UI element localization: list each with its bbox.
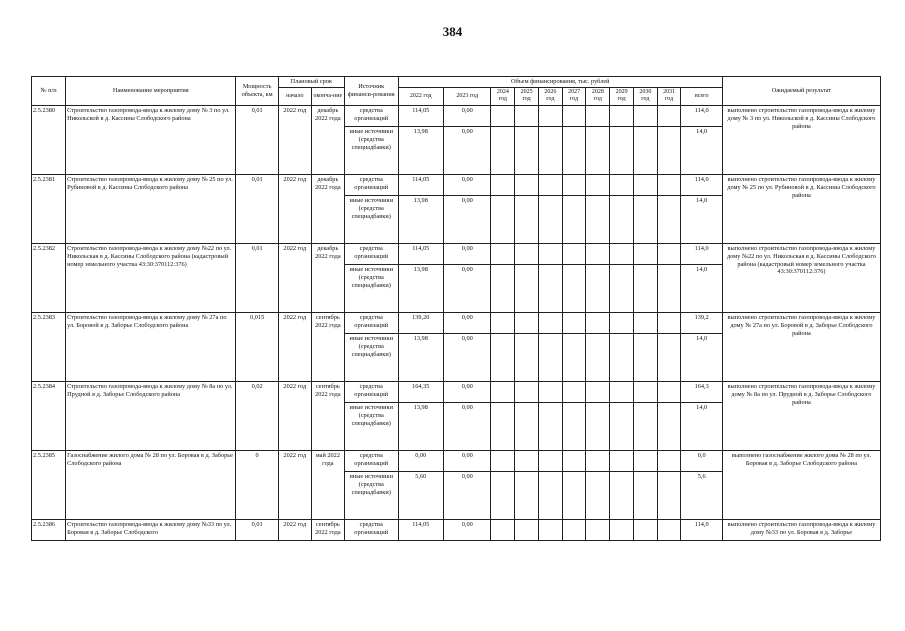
expected-result: выполнено строительство газопровода-ввода к жилому дому №22 по ул. Никольская в д. Кассины Слободского района (кадастровый номер земельного участка 43:30:370112:376) [722,243,880,312]
capacity-cell: 0,02 [236,381,278,450]
empty-year-cell [586,519,610,540]
source-cell: иные источники (средства спецнадбавки) [344,402,398,450]
total-cell: 114,0 [681,105,722,126]
empty-year-cell [586,126,610,174]
table-body [32,105,881,540]
header-financing: Объем финансирования, тыс. рублей [398,77,722,88]
capacity-cell: 0,01 [236,105,278,174]
empty-year-cell [633,174,657,195]
empty-year-cell [491,105,515,126]
term-end-cell: декабрь 2022 года [311,105,344,174]
empty-year-cell [538,105,562,126]
total-cell: 14,0 [681,264,722,312]
row-number: 2.5.2385 [32,450,66,519]
source-cell: средства организаций [344,243,398,264]
source-cell: иные источники (средства спецнадбавки) [344,126,398,174]
header-year: 2028 год [586,87,610,105]
empty-year-cell [491,519,515,540]
term-end-cell: сентябрь 2022 года [311,381,344,450]
empty-year-cell [633,402,657,450]
capacity-cell: 0,015 [236,312,278,381]
empty-year-cell [610,402,634,450]
empty-year-cell [586,402,610,450]
empty-year-cell [515,450,539,471]
measure-name: Строительство газопровода-ввода к жилому дому №33 по ул. Боровая в д. Заборье Слободского [66,519,236,540]
empty-year-cell [633,264,657,312]
empty-year-cell [586,333,610,381]
table-row [32,519,881,540]
total-cell: 114,0 [681,174,722,195]
financing-table [31,76,881,541]
total-cell: 14,0 [681,126,722,174]
empty-year-cell [562,243,586,264]
header-year: всего [681,87,722,105]
empty-year-cell [657,264,681,312]
empty-year-cell [586,195,610,243]
row-number: 2.5.2382 [32,243,66,312]
empty-year-cell [633,519,657,540]
year-2023-cell: 0,00 [443,519,491,540]
year-2023-cell: 0,00 [443,126,491,174]
empty-year-cell [562,174,586,195]
header-year: 2027 год [562,87,586,105]
empty-year-cell [515,243,539,264]
year-2022-cell: 114,05 [398,174,443,195]
empty-year-cell [562,333,586,381]
term-end-cell: декабрь 2022 года [311,243,344,312]
empty-year-cell [562,126,586,174]
table-header [32,77,881,106]
empty-year-cell [562,471,586,519]
table-row [32,381,881,402]
page-number: 384 [442,24,463,39]
empty-year-cell [562,402,586,450]
empty-year-cell [515,174,539,195]
row-number: 2.5.2384 [32,381,66,450]
year-2023-cell: 0,00 [443,195,491,243]
source-cell: иные источники (средства спецнадбавки) [344,471,398,519]
empty-year-cell [538,402,562,450]
header-term: Плановый срок [278,77,344,88]
empty-year-cell [515,333,539,381]
header-term-start: начало [278,87,311,105]
year-2022-cell: 114,05 [398,105,443,126]
table-row [32,105,881,126]
empty-year-cell [538,312,562,333]
empty-year-cell [586,264,610,312]
empty-year-cell [657,450,681,471]
empty-year-cell [515,264,539,312]
row-number: 2.5.2383 [32,312,66,381]
total-cell: 139,2 [681,312,722,333]
empty-year-cell [633,105,657,126]
empty-year-cell [538,174,562,195]
term-start-cell: 2022 год [278,381,311,450]
empty-year-cell [515,519,539,540]
empty-year-cell [610,243,634,264]
empty-year-cell [491,264,515,312]
empty-year-cell [633,312,657,333]
empty-year-cell [562,450,586,471]
empty-year-cell [562,519,586,540]
expected-result: выполнено строительство газопровода-ввода к жилому дому №33 по ул. Боровая в д. Заборье [722,519,880,540]
term-start-cell: 2022 год [278,174,311,243]
empty-year-cell [610,195,634,243]
measure-name: Строительство газопровода-ввода к жилому дому № 27а по ул. Боровой в д. Заборье Слободского района [66,312,236,381]
source-cell: средства организаций [344,519,398,540]
header-term-end: оконча-ние [311,87,344,105]
empty-year-cell [491,243,515,264]
empty-year-cell [657,174,681,195]
table-row [32,450,881,471]
empty-year-cell [515,402,539,450]
term-start-cell: 2022 год [278,105,311,174]
empty-year-cell [515,381,539,402]
empty-year-cell [586,471,610,519]
empty-year-cell [657,195,681,243]
term-end-cell: сентябрь 2022 года [311,312,344,381]
term-end-cell: декабрь 2022 года [311,174,344,243]
total-cell: 0,0 [681,450,722,471]
year-2022-cell: 13,98 [398,402,443,450]
year-2022-cell: 114,05 [398,243,443,264]
year-2023-cell: 0,00 [443,312,491,333]
empty-year-cell [610,333,634,381]
empty-year-cell [657,105,681,126]
empty-year-cell [633,333,657,381]
source-cell: иные источники (средства спецнадбавки) [344,264,398,312]
total-cell: 114,0 [681,519,722,540]
source-cell: средства организаций [344,450,398,471]
header-year: 2022 год [398,87,443,105]
year-2022-cell: 13,98 [398,333,443,381]
empty-year-cell [586,381,610,402]
total-cell: 14,0 [681,333,722,381]
empty-year-cell [491,381,515,402]
header-capacity: Мощность объекта, км [236,77,278,106]
header-year: 2024 год [491,87,515,105]
empty-year-cell [538,381,562,402]
row-number: 2.5.2380 [32,105,66,174]
source-cell: средства организаций [344,381,398,402]
empty-year-cell [610,264,634,312]
year-2023-cell: 0,00 [443,450,491,471]
term-start-cell: 2022 год [278,450,311,519]
empty-year-cell [633,243,657,264]
empty-year-cell [610,174,634,195]
source-cell: средства организаций [344,174,398,195]
total-cell: 5,6 [681,471,722,519]
measure-name: Строительство газопровода-ввода к жилому дому №22 по ул. Никольская в д. Кассины Слободского района (кадастровый номер земельного участка 43:30:370112:376) [66,243,236,312]
empty-year-cell [657,126,681,174]
capacity-cell: 0 [236,450,278,519]
capacity-cell: 0,01 [236,243,278,312]
year-2023-cell: 0,00 [443,381,491,402]
empty-year-cell [538,264,562,312]
term-start-cell: 2022 год [278,243,311,312]
empty-year-cell [586,105,610,126]
year-2023-cell: 0,00 [443,333,491,381]
empty-year-cell [491,312,515,333]
header-num: № п/п [32,77,66,106]
empty-year-cell [562,105,586,126]
table-row [32,312,881,333]
empty-year-cell [586,243,610,264]
total-cell: 14,0 [681,195,722,243]
empty-year-cell [562,195,586,243]
header-name: Наименование мероприятия [66,77,236,106]
empty-year-cell [633,381,657,402]
expected-result: выполнено строительство газопровода-ввода к жилому дому № 27а по ул. Боровой в д. Заборье Слободского района [722,312,880,381]
empty-year-cell [586,450,610,471]
empty-year-cell [633,195,657,243]
header-year: 2029 год [610,87,634,105]
row-number: 2.5.2381 [32,174,66,243]
empty-year-cell [586,312,610,333]
year-2023-cell: 0,00 [443,264,491,312]
empty-year-cell [491,174,515,195]
table-container [31,76,881,566]
header-year: 2030 год [633,87,657,105]
empty-year-cell [610,105,634,126]
empty-year-cell [491,450,515,471]
measure-name: Строительство газопровода-ввода к жилому дому № 25 по ул. Рубиновой в д. Кассины Слободского района [66,174,236,243]
table-row [32,174,881,195]
header-year: 2023 год [443,87,491,105]
year-2023-cell: 0,00 [443,105,491,126]
term-start-cell: 2022 год [278,312,311,381]
empty-year-cell [515,471,539,519]
year-2022-cell: 5,60 [398,471,443,519]
total-cell: 114,0 [681,243,722,264]
empty-year-cell [562,381,586,402]
capacity-cell: 0,01 [236,519,278,540]
year-2022-cell: 13,98 [398,195,443,243]
capacity-cell: 0,01 [236,174,278,243]
year-2022-cell: 13,98 [398,126,443,174]
empty-year-cell [586,174,610,195]
empty-year-cell [515,312,539,333]
year-2022-cell: 13,98 [398,264,443,312]
empty-year-cell [562,264,586,312]
source-cell: иные источники (средства спецнадбавки) [344,195,398,243]
empty-year-cell [491,402,515,450]
empty-year-cell [610,519,634,540]
empty-year-cell [491,471,515,519]
expected-result: выполнено строительство газопровода-ввода к жилому дому № 25 по ул. Рубиновой в д. Кассины Слободского района [722,174,880,243]
year-2023-cell: 0,00 [443,174,491,195]
empty-year-cell [538,243,562,264]
empty-year-cell [657,312,681,333]
term-start-cell: 2022 год [278,519,311,540]
empty-year-cell [610,126,634,174]
year-2022-cell: 0,00 [398,450,443,471]
empty-year-cell [610,471,634,519]
measure-name: Строительство газопровода-ввода к жилому дому № 3 по ул. Никольской в д. Кассины Слободского района [66,105,236,174]
empty-year-cell [538,519,562,540]
year-2023-cell: 0,00 [443,402,491,450]
empty-year-cell [633,126,657,174]
empty-year-cell [633,471,657,519]
expected-result: выполнено строительство газопровода-ввода к жилому дому № 3 по ул. Никольской в д. Кассины Слободского района [722,105,880,174]
header-year: 2026 год [538,87,562,105]
empty-year-cell [538,195,562,243]
empty-year-cell [657,471,681,519]
total-cell: 164,3 [681,381,722,402]
term-end-cell: май 2022 года [311,450,344,519]
year-2022-cell: 164,35 [398,381,443,402]
empty-year-cell [610,312,634,333]
empty-year-cell [610,381,634,402]
empty-year-cell [657,333,681,381]
empty-year-cell [515,105,539,126]
year-2023-cell: 0,00 [443,243,491,264]
measure-name: Строительство газопровода-ввода к жилому дому № 8а по ул. Прудной в д. Заборье Слободского района [66,381,236,450]
empty-year-cell [657,402,681,450]
empty-year-cell [491,195,515,243]
header-year: 2031 год [657,87,681,105]
header-source: Источник финанси-рования [344,77,398,106]
empty-year-cell [515,126,539,174]
empty-year-cell [538,471,562,519]
table-row [32,243,881,264]
expected-result: выполнено строительство газопровода-ввода к жилому дому № 8а по ул. Прудной в д. Заборье Слободского района [722,381,880,450]
source-cell: иные источники (средства спецнадбавки) [344,333,398,381]
source-cell: средства организаций [344,312,398,333]
term-end-cell: сентябрь 2022 года [311,519,344,540]
row-number: 2.5.2386 [32,519,66,540]
empty-year-cell [610,450,634,471]
empty-year-cell [657,519,681,540]
empty-year-cell [538,333,562,381]
header-result: Ожидаемый результат [722,77,880,106]
empty-year-cell [491,126,515,174]
measure-name: Газоснабжение жилого дома № 28 по ул. Боровая в д. Заборье Слободского района [66,450,236,519]
empty-year-cell [538,450,562,471]
empty-year-cell [515,195,539,243]
empty-year-cell [538,126,562,174]
empty-year-cell [562,312,586,333]
header-year: 2025 год [515,87,539,105]
year-2022-cell: 114,05 [398,519,443,540]
expected-result: выполнено газоснабжение жилого дома № 28 по ул. Боровая в д. Заборье Слободского района [722,450,880,519]
source-cell: средства организаций [344,105,398,126]
total-cell: 14,0 [681,402,722,450]
empty-year-cell [657,381,681,402]
year-2022-cell: 139,20 [398,312,443,333]
year-2023-cell: 0,00 [443,471,491,519]
empty-year-cell [491,333,515,381]
empty-year-cell [633,450,657,471]
empty-year-cell [657,243,681,264]
